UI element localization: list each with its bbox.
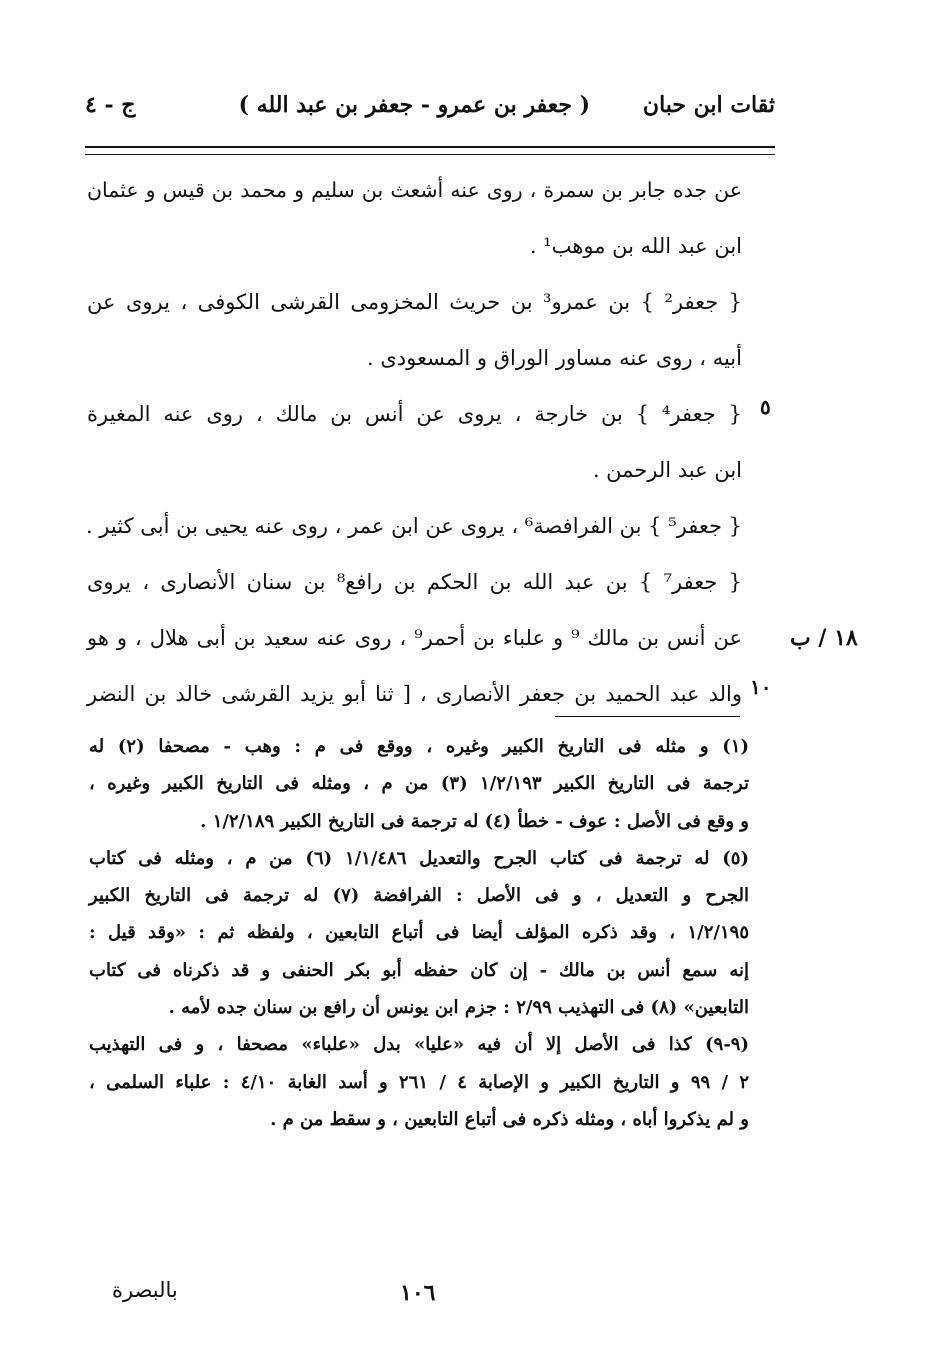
page-number: ١٠٦: [400, 1280, 436, 1306]
text-line: { جعفر⁷ } بن عبد الله بن الحكم بن رافع⁸ بن سنان الأنصارى ، يروى: [87, 570, 742, 594]
footnote-line: و لم يذكروا أباه ، ومثله ذكره فى أتباع التابعين ، و سقط من م .: [270, 1108, 749, 1130]
line-number-10: ١٠: [750, 675, 772, 699]
text-line: { جعفر⁴ } بن خارجة ، يروى عن أنس بن مالك ، روى عنه المغيرة: [87, 402, 743, 426]
header-section-range: ( جعفر بن عمرو - جعفر بن عبد الله ): [238, 92, 590, 118]
footnote-line: إنه سمع أنس بن مالك - إن كان حفظه أبو بكر الحنفى و قد ذكرناه فى كتاب: [89, 959, 749, 981]
manuscript-folio-note: ١٨ / ب: [790, 625, 858, 651]
footnote-rule: [555, 716, 740, 717]
header-rule: [85, 146, 775, 155]
text-line: ابن عبد الرحمن .: [592, 458, 742, 482]
footnote-line: و وقع فى الأصل : عوف - خطأ (٤) له ترجمة فى التاريخ الكبير ١/٢/١٨٩ .: [200, 810, 749, 832]
text-line: عن جده جابر بن سمرة ، روى عنه أشعث بن سليم و محمد بن قيس و عثمان: [87, 178, 742, 202]
header-book-title: ثقات ابن حبان: [642, 92, 775, 118]
text-line: { جعفر⁵ } بن الفرافصة⁶ ، يروى عن ابن عمر ، روى عنه يحيى بن أبى كثير .: [85, 514, 742, 538]
header-volume: ج - ٤: [85, 92, 136, 118]
main-text: [87, 162, 742, 722]
footnotes: [89, 728, 749, 1138]
text-line: والد عبد الحميد بن جعفر الأنصارى ، [ ثنا أبو يزيد القرشى خالد بن النضر: [87, 682, 742, 706]
text-line: عن أنس بن مالك ⁹ و علباء بن أحمر⁹ ، روى عنه سعيد بن أبى هلال ، و هو: [87, 626, 742, 650]
footnote-line: (١) و مثله فى التاريخ الكبير وغيره ، ووقع فى م : وهب - مصحفا (٢) له: [89, 736, 749, 757]
footnote-line: التابعين» (٨) فى التهذيب ٢/٩٩ : جزم ابن يونس أن رافع بن سنان جده لأمه .: [168, 997, 749, 1019]
text-line: أبيه ، روى عنه مساور الوراق و المسعودى .: [366, 346, 742, 370]
text-line: ابن عبد الله بن موهب¹ .: [529, 234, 742, 258]
footnote-line: (٥) له ترجمة فى كتاب الجرح والتعديل ١/١/٤٨٦ (٦) من م ، ومثله فى كتاب: [89, 847, 749, 869]
footnote-line: ترجمة فى التاريخ الكبير ١/٢/١٩٣ (٣) من م ، ومثله فى التاريخ الكبير وغيره ،: [89, 773, 749, 795]
running-header: [85, 92, 775, 136]
footnote-line: الجرح و التعديل ، و فى الأصل : الفرافضة (٧) له ترجمة فى التاريخ الكبير: [89, 885, 749, 907]
line-number-5: ٥: [760, 395, 771, 419]
footnote-line: ٢ / ٩٩ و التاريخ الكبير و الإصابة ٤ / ٢٦١ و أسد الغابة ٤/١٠ : علباء السلمى ،: [89, 1071, 750, 1093]
footnote-line: ١/٢/١٩٥ ، وقد ذكره المؤلف أيضا فى أتباع التابعين ، ولفظه ثم : «وقد قيل :: [89, 922, 749, 944]
text-line: { جعفر² } بن عمرو³ بن حريث المخزومى القرشى الكوفى ، يروى عن: [87, 290, 743, 314]
catchword: بالبصرة: [112, 1278, 178, 1302]
footnote-line: (٩-٩) كذا فى الأصل إلا أن فيه «عليا» بدل «علباء» مصحفا ، و فى التهذيب: [89, 1034, 749, 1056]
